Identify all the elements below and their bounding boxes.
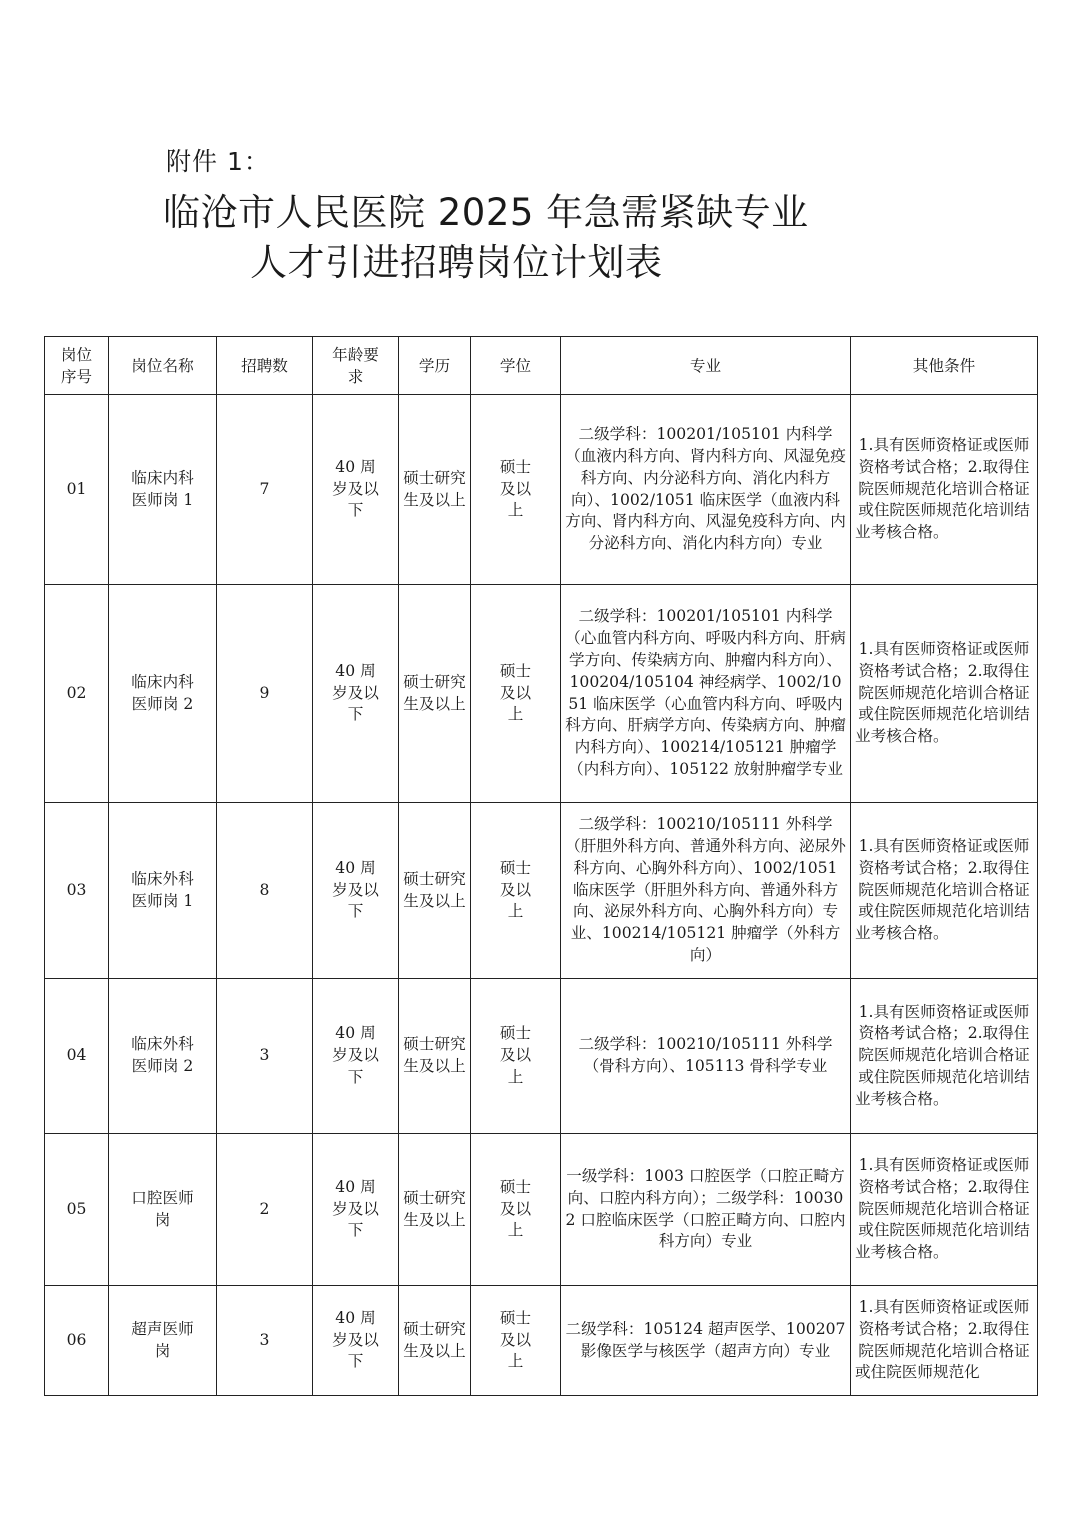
table-row [45, 585, 1038, 803]
cell-count: 8 [217, 803, 313, 979]
cell-major: 二级学科：105124 超声医学、100207 影像医学与核医学（超声方向）专业 [561, 1286, 851, 1396]
cell-age: 40 周岁及以下 [313, 585, 399, 803]
cell-count: 2 [217, 1134, 313, 1286]
cell-degree: 硕士及以上 [471, 979, 561, 1134]
cell-seq: 03 [45, 803, 109, 979]
cell-education: 硕士研究生及以上 [399, 803, 471, 979]
document-title-line-1: 临沧市人民医院 2025 年急需紧缺专业 [163, 191, 809, 234]
header-other: 其他条件 [851, 337, 1038, 395]
header-age: 年龄要求 [313, 337, 399, 395]
cell-age: 40 周岁及以下 [313, 395, 399, 585]
cell-other: 1.具有医师资格证或医师资格考试合格；2.取得住院医师规范化培训合格证或住院医师规范化 [851, 1286, 1038, 1396]
cell-degree: 硕士及以上 [471, 395, 561, 585]
cell-seq: 05 [45, 1134, 109, 1286]
cell-education: 硕士研究生及以上 [399, 395, 471, 585]
cell-education: 硕士研究生及以上 [399, 1134, 471, 1286]
cell-seq: 06 [45, 1286, 109, 1396]
cell-other: 1.具有医师资格证或医师资格考试合格；2.取得住院医师规范化培训合格证或住院医师规范化培训结业考核合格。 [851, 803, 1038, 979]
cell-education: 硕士研究生及以上 [399, 979, 471, 1134]
cell-age: 40 周岁及以下 [313, 803, 399, 979]
cell-degree: 硕士及以上 [471, 1134, 561, 1286]
cell-seq: 04 [45, 979, 109, 1134]
cell-major: 一级学科：1003 口腔医学（口腔正畸方向、口腔内科方向）；二级学科：100302 口腔临床医学（口腔正畸方向、口腔内科方向）专业 [561, 1134, 851, 1286]
table-row [45, 1134, 1038, 1286]
cell-other: 1.具有医师资格证或医师资格考试合格；2.取得住院医师规范化培训合格证或住院医师规范化培训结业考核合格。 [851, 395, 1038, 585]
cell-education: 硕士研究生及以上 [399, 1286, 471, 1396]
table-row [45, 979, 1038, 1134]
cell-name: 临床内科医师岗 1 [109, 395, 217, 585]
cell-name: 临床内科医师岗 2 [109, 585, 217, 803]
cell-major: 二级学科：100201/105101 内科学（心血管内科方向、呼吸内科方向、肝病学方向、传染病方向、肿瘤内科方向）、100204/105104 神经病学、1002/1051 临床医学（心血管内科方向、呼吸内科方向、肝病学方向、传染病方向、肿瘤内科方向）、100214/105121 肿瘤学（内科方向）、105122 放射肿瘤学专业 [561, 585, 851, 803]
cell-degree: 硕士及以上 [471, 585, 561, 803]
cell-degree: 硕士及以上 [471, 1286, 561, 1396]
header-degree: 学位 [471, 337, 561, 395]
cell-other: 1.具有医师资格证或医师资格考试合格；2.取得住院医师规范化培训合格证或住院医师规范化培训结业考核合格。 [851, 979, 1038, 1134]
cell-count: 7 [217, 395, 313, 585]
cell-other: 1.具有医师资格证或医师资格考试合格；2.取得住院医师规范化培训合格证或住院医师规范化培训结业考核合格。 [851, 1134, 1038, 1286]
cell-education: 硕士研究生及以上 [399, 585, 471, 803]
attachment-label: 附件 1： [166, 147, 270, 176]
table-row [45, 803, 1038, 979]
header-name: 岗位名称 [109, 337, 217, 395]
cell-major: 二级学科：100201/105101 内科学（血液内科方向、肾内科方向、风湿免疫科方向、内分泌科方向、消化内科方向）、1002/1051 临床医学（血液内科方向、肾内科方向、风湿免疫科方向、内分泌科方向、消化内科方向）专业 [561, 395, 851, 585]
document-title-line-2: 人才引进招聘岗位计划表 [250, 241, 663, 284]
cell-count: 3 [217, 1286, 313, 1396]
cell-age: 40 周岁及以下 [313, 1134, 399, 1286]
cell-name: 超声医师岗 [109, 1286, 217, 1396]
recruitment-plan-table [44, 336, 1038, 1396]
cell-degree: 硕士及以上 [471, 803, 561, 979]
cell-seq: 02 [45, 585, 109, 803]
header-education: 学历 [399, 337, 471, 395]
cell-age: 40 周岁及以下 [313, 1286, 399, 1396]
cell-age: 40 周岁及以下 [313, 979, 399, 1134]
cell-seq: 01 [45, 395, 109, 585]
header-seq: 岗位序号 [45, 337, 109, 395]
cell-name: 临床外科医师岗 2 [109, 979, 217, 1134]
table-row [45, 395, 1038, 585]
table-header-row [45, 337, 1038, 395]
cell-count: 9 [217, 585, 313, 803]
table-row [45, 1286, 1038, 1396]
cell-name: 临床外科医师岗 1 [109, 803, 217, 979]
cell-count: 3 [217, 979, 313, 1134]
cell-major: 二级学科：100210/105111 外科学（骨科方向）、105113 骨科学专业 [561, 979, 851, 1134]
header-count: 招聘数 [217, 337, 313, 395]
cell-major: 二级学科：100210/105111 外科学（肝胆外科方向、普通外科方向、泌尿外科方向、心胸外科方向）、1002/1051 临床医学（肝胆外科方向、普通外科方向、泌尿外科方向、心胸外科方向）专业、100214/105121 肿瘤学（外科方向） [561, 803, 851, 979]
header-major: 专业 [561, 337, 851, 395]
cell-other: 1.具有医师资格证或医师资格考试合格；2.取得住院医师规范化培训合格证或住院医师规范化培训结业考核合格。 [851, 585, 1038, 803]
cell-name: 口腔医师岗 [109, 1134, 217, 1286]
